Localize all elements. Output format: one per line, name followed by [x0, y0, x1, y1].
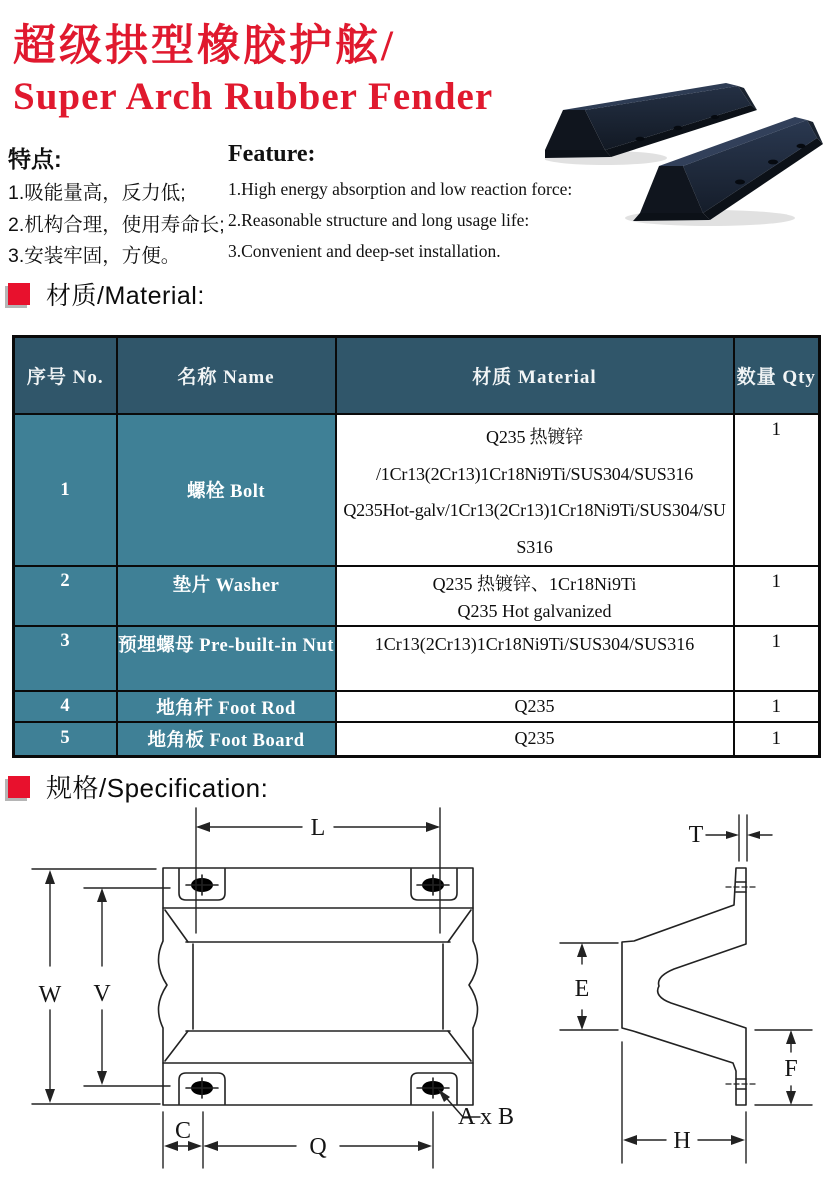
- cell-material: Q235: [336, 722, 734, 756]
- dim-label-Q: Q: [309, 1134, 327, 1160]
- feature-item-en: 1.High energy absorption and low reaction force:: [228, 179, 573, 199]
- cell-qty: 1: [734, 566, 820, 626]
- dim-label-L: L: [310, 815, 326, 841]
- feature-item-zh: 2.机构合理，使用寿命长;: [8, 213, 225, 236]
- fender-top-view: [32, 808, 514, 1168]
- cell-material: Q235: [336, 691, 734, 722]
- bolt-hole-icon: [417, 875, 449, 895]
- cell-qty: 1: [734, 626, 820, 691]
- table-row: [14, 626, 820, 691]
- dim-label-F: F: [784, 1056, 798, 1082]
- material-heading-label: 材质/Material:: [46, 282, 205, 310]
- material-line: Q235 热镀锌: [486, 427, 583, 447]
- cell-name: 预埋螺母 Pre-built-in Nut: [117, 626, 336, 691]
- red-square-bullet-icon: [8, 283, 30, 305]
- cell-no: 3: [14, 626, 117, 691]
- dim-label-T: T: [688, 822, 704, 848]
- col-header-qty: 数量 Qty: [734, 337, 820, 415]
- dim-label-AxB: A x B: [457, 1104, 515, 1130]
- bolt-hole-icon: [186, 1078, 218, 1098]
- cell-no: 5: [14, 722, 117, 756]
- bolt-hole-icon: [186, 875, 218, 895]
- fender-section-view: [560, 815, 812, 1163]
- cell-qty: 1: [734, 414, 820, 566]
- dim-label-C: C: [174, 1118, 192, 1144]
- feature-item-en: 2.Reasonable structure and long usage life:: [228, 210, 530, 230]
- cell-material: [336, 566, 734, 626]
- material-line: Q235 Hot galvanized: [457, 601, 612, 621]
- dim-label-H: H: [673, 1128, 691, 1154]
- page-title-english: Super Arch Rubber Fender: [13, 75, 494, 118]
- material-line: Q235 热镀锌、1Cr18Ni9Ti: [432, 574, 637, 594]
- col-header-no: 序号 No.: [14, 337, 117, 415]
- table-row: [14, 414, 820, 566]
- red-square-bullet-icon: [8, 776, 30, 798]
- page-title-chinese: 超级拱型橡胶护舷/: [13, 23, 396, 70]
- cell-no: 1: [14, 414, 117, 566]
- material-line: S316: [516, 536, 553, 557]
- col-header-name: 名称 Name: [117, 337, 336, 415]
- cell-no: 4: [14, 691, 117, 722]
- feature-item-zh: 3.安装牢固，方便。: [8, 245, 181, 267]
- feature-item-zh: 1.吸能量高，反力低;: [8, 182, 186, 204]
- cell-name: 螺栓 Bolt: [117, 414, 336, 566]
- cell-qty: 1: [734, 722, 820, 756]
- material-line: /1Cr13(2Cr13)1Cr18Ni9Ti/SUS304/SUS316: [376, 463, 693, 484]
- cell-qty: 1: [734, 691, 820, 722]
- cell-name: 地角板 Foot Board: [117, 722, 336, 756]
- cell-name: 地角杆 Foot Rod: [117, 691, 336, 722]
- features-chinese: [8, 141, 226, 273]
- dim-label-V: V: [93, 981, 111, 1007]
- table-row: [14, 722, 820, 756]
- cell-name: 垫片 Washer: [117, 566, 336, 626]
- cell-material: [336, 414, 734, 566]
- specification-drawings: [0, 800, 830, 1194]
- table-header-row: [14, 337, 820, 415]
- material-table: [12, 335, 821, 758]
- col-header-material: 材质 Material: [336, 337, 734, 415]
- cell-material: [336, 626, 734, 691]
- table-row: [14, 691, 820, 722]
- features-english: [228, 141, 573, 267]
- feature-item-en: 3.Convenient and deep-set installation.: [228, 241, 501, 261]
- cell-no: 2: [14, 566, 117, 626]
- dim-label-E: E: [574, 976, 590, 1002]
- material-section-heading: [8, 276, 205, 312]
- table-row: [14, 566, 820, 626]
- material-line: 1Cr13(2Cr13)1Cr18Ni9Ti/SUS304/SUS316: [374, 634, 695, 654]
- product-photo-fenders: [545, 60, 825, 235]
- features-heading-zh: 特点:: [8, 146, 62, 172]
- features-heading-en: Feature:: [228, 141, 316, 167]
- dim-label-W: W: [38, 982, 62, 1008]
- specification-heading-label: 规格/Specification:: [46, 773, 269, 803]
- material-line: Q235Hot-galv/1Cr13(2Cr13)1Cr18Ni9Ti/SUS304/SU: [343, 500, 726, 520]
